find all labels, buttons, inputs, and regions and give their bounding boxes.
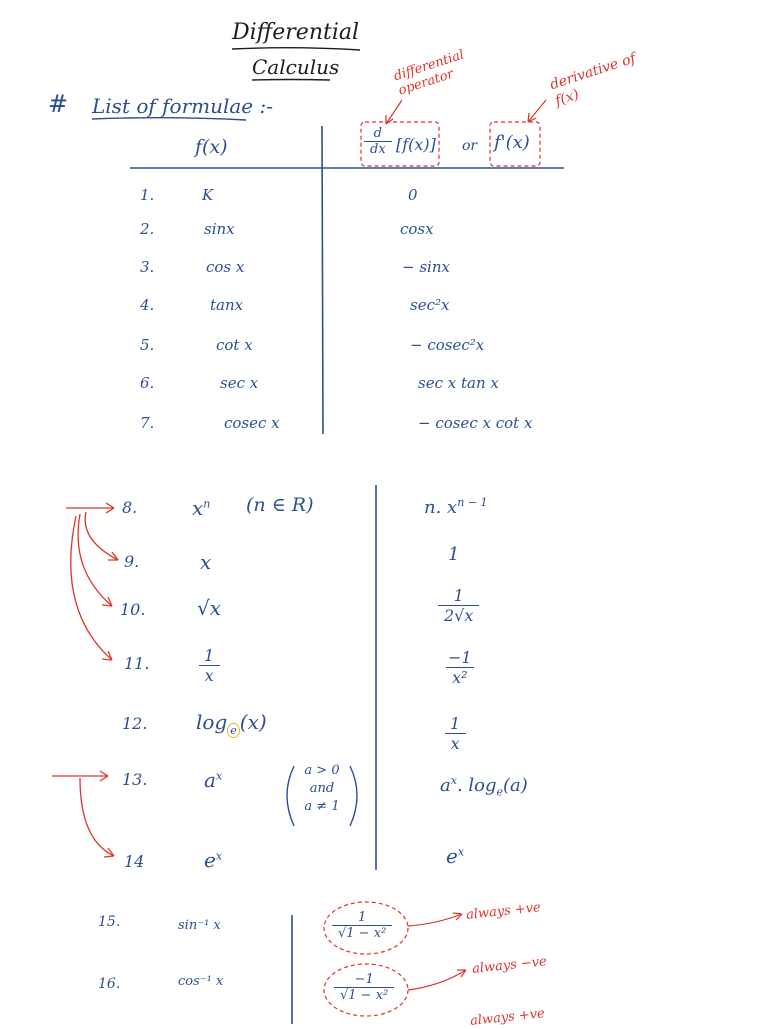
row-number: 3.: [140, 258, 155, 276]
function-11-denominator: x: [199, 665, 220, 685]
derivative-expression: sec²x: [410, 296, 450, 314]
derivative-11-denominator: x²: [446, 667, 473, 687]
function-expression: cos x: [206, 258, 245, 276]
derivative-14: [446, 844, 464, 868]
annotation-differential-operator: differential operator: [392, 47, 467, 99]
derivative-16-numerator: −1: [354, 972, 374, 987]
function-13-exponent: x: [215, 769, 223, 783]
row-number: 4.: [140, 296, 155, 314]
row-number-16: 16.: [98, 976, 121, 992]
row-number-14: 14: [124, 852, 145, 871]
condition-8: (n ∈ R): [246, 494, 314, 516]
row-number-15: 15.: [98, 914, 121, 930]
function-8: [192, 496, 210, 520]
derivative-12-denominator: x: [445, 733, 466, 753]
heading-hash: #: [48, 90, 69, 118]
function-expression: cot x: [216, 336, 253, 354]
row-number: 6.: [140, 374, 155, 392]
function-10: √x: [197, 596, 222, 620]
function-14-exponent: x: [215, 849, 223, 863]
function-13-base: a: [204, 768, 216, 792]
note-16: always −ve: [471, 954, 548, 977]
ddx-numerator: d: [373, 126, 382, 141]
derivative-9: 1: [448, 544, 460, 565]
derivative-10-denominator: 2√x: [438, 605, 479, 625]
function-16: cos⁻¹ x: [178, 974, 224, 989]
derivative-13-log-base: e: [496, 785, 504, 799]
derivative-13-argument: (a): [503, 775, 528, 796]
derivative-12-numerator: 1: [450, 714, 461, 733]
derivative-expression: cosx: [400, 220, 434, 238]
function-8-exponent: n: [203, 497, 211, 511]
column-header-fx: f(x): [195, 136, 228, 158]
derivative-10: [438, 586, 479, 625]
row-number-13: 13.: [122, 770, 148, 789]
page-title: Differential: [232, 20, 360, 45]
column-header-fprime: f'(x): [494, 132, 530, 153]
function-expression: cosec x: [224, 414, 280, 432]
derivative-15-denominator: √1 − x²: [332, 925, 392, 941]
heading-text: List of formulae :-: [92, 94, 273, 118]
derivative-operator: [364, 126, 392, 157]
derivative-8-exponent: n − 1: [457, 496, 488, 509]
function-9: x: [200, 550, 212, 574]
column-header-bracket: [f(x)]: [396, 135, 436, 154]
derivative-8-base: n. x: [424, 497, 458, 518]
function-14: [204, 848, 222, 872]
function-12-log: log: [196, 710, 228, 734]
function-expression: sec x: [220, 374, 259, 392]
derivative-expression: − cosec²x: [410, 336, 485, 354]
function-15: sin⁻¹ x: [178, 918, 221, 933]
derivative-12: [444, 714, 466, 753]
derivative-14-base: e: [446, 844, 458, 868]
derivative-13: [440, 774, 528, 799]
derivative-10-numerator: 1: [453, 586, 464, 605]
derivative-expression: sec x tan x: [418, 374, 499, 392]
annotation-derivative-of: derivative of f(x): [548, 50, 638, 110]
row-number-12: 12.: [122, 714, 148, 733]
function-13: [204, 768, 222, 792]
function-expression: sinx: [204, 220, 235, 238]
function-14-base: e: [204, 848, 216, 872]
note-partial: always +ve: [469, 1006, 546, 1029]
function-12: [196, 710, 267, 737]
function-expression: K: [202, 186, 214, 204]
derivative-expression: − sinx: [402, 258, 450, 276]
function-12-argument: (x): [239, 710, 267, 734]
row-number-8: 8.: [122, 498, 138, 517]
row-number-11: 11.: [124, 654, 150, 673]
function-12-base: e: [227, 723, 240, 738]
ddx-denominator: dx: [364, 141, 392, 157]
derivative-13-exponent: x: [450, 774, 457, 787]
derivative-11: [442, 648, 478, 687]
row-number-10: 10.: [120, 600, 146, 619]
derivative-16-denominator: √1 − x²: [334, 987, 394, 1003]
derivative-13-base: a: [440, 775, 451, 796]
derivative-15: [332, 910, 392, 941]
derivative-14-exponent: x: [457, 845, 465, 859]
derivative-13-log: . log: [456, 775, 497, 796]
function-8-base: x: [192, 496, 204, 520]
condition-13: [292, 762, 352, 816]
function-11-numerator: 1: [204, 646, 215, 665]
derivative-expression: − cosec x cot x: [418, 414, 533, 432]
derivative-11-numerator: −1: [448, 648, 472, 667]
derivative-16: [334, 972, 394, 1003]
page-subtitle: Calculus: [252, 55, 340, 79]
function-expression: tanx: [210, 296, 244, 314]
row-number-9: 9.: [124, 552, 140, 571]
derivative-expression: 0: [408, 186, 418, 204]
row-number: 2.: [140, 220, 155, 238]
condition-13-line1: a > 0: [304, 763, 340, 778]
column-header-or: or: [462, 138, 478, 154]
note-15: always +ve: [465, 900, 542, 923]
derivative-8: [424, 496, 487, 518]
row-number: 5.: [140, 336, 155, 354]
condition-13-line2: and: [309, 781, 335, 796]
derivative-15-numerator: 1: [357, 910, 367, 925]
row-number: 1.: [140, 186, 155, 204]
row-number: 7.: [140, 414, 155, 432]
condition-13-line3: a ≠ 1: [304, 799, 340, 814]
function-11: [198, 646, 220, 685]
